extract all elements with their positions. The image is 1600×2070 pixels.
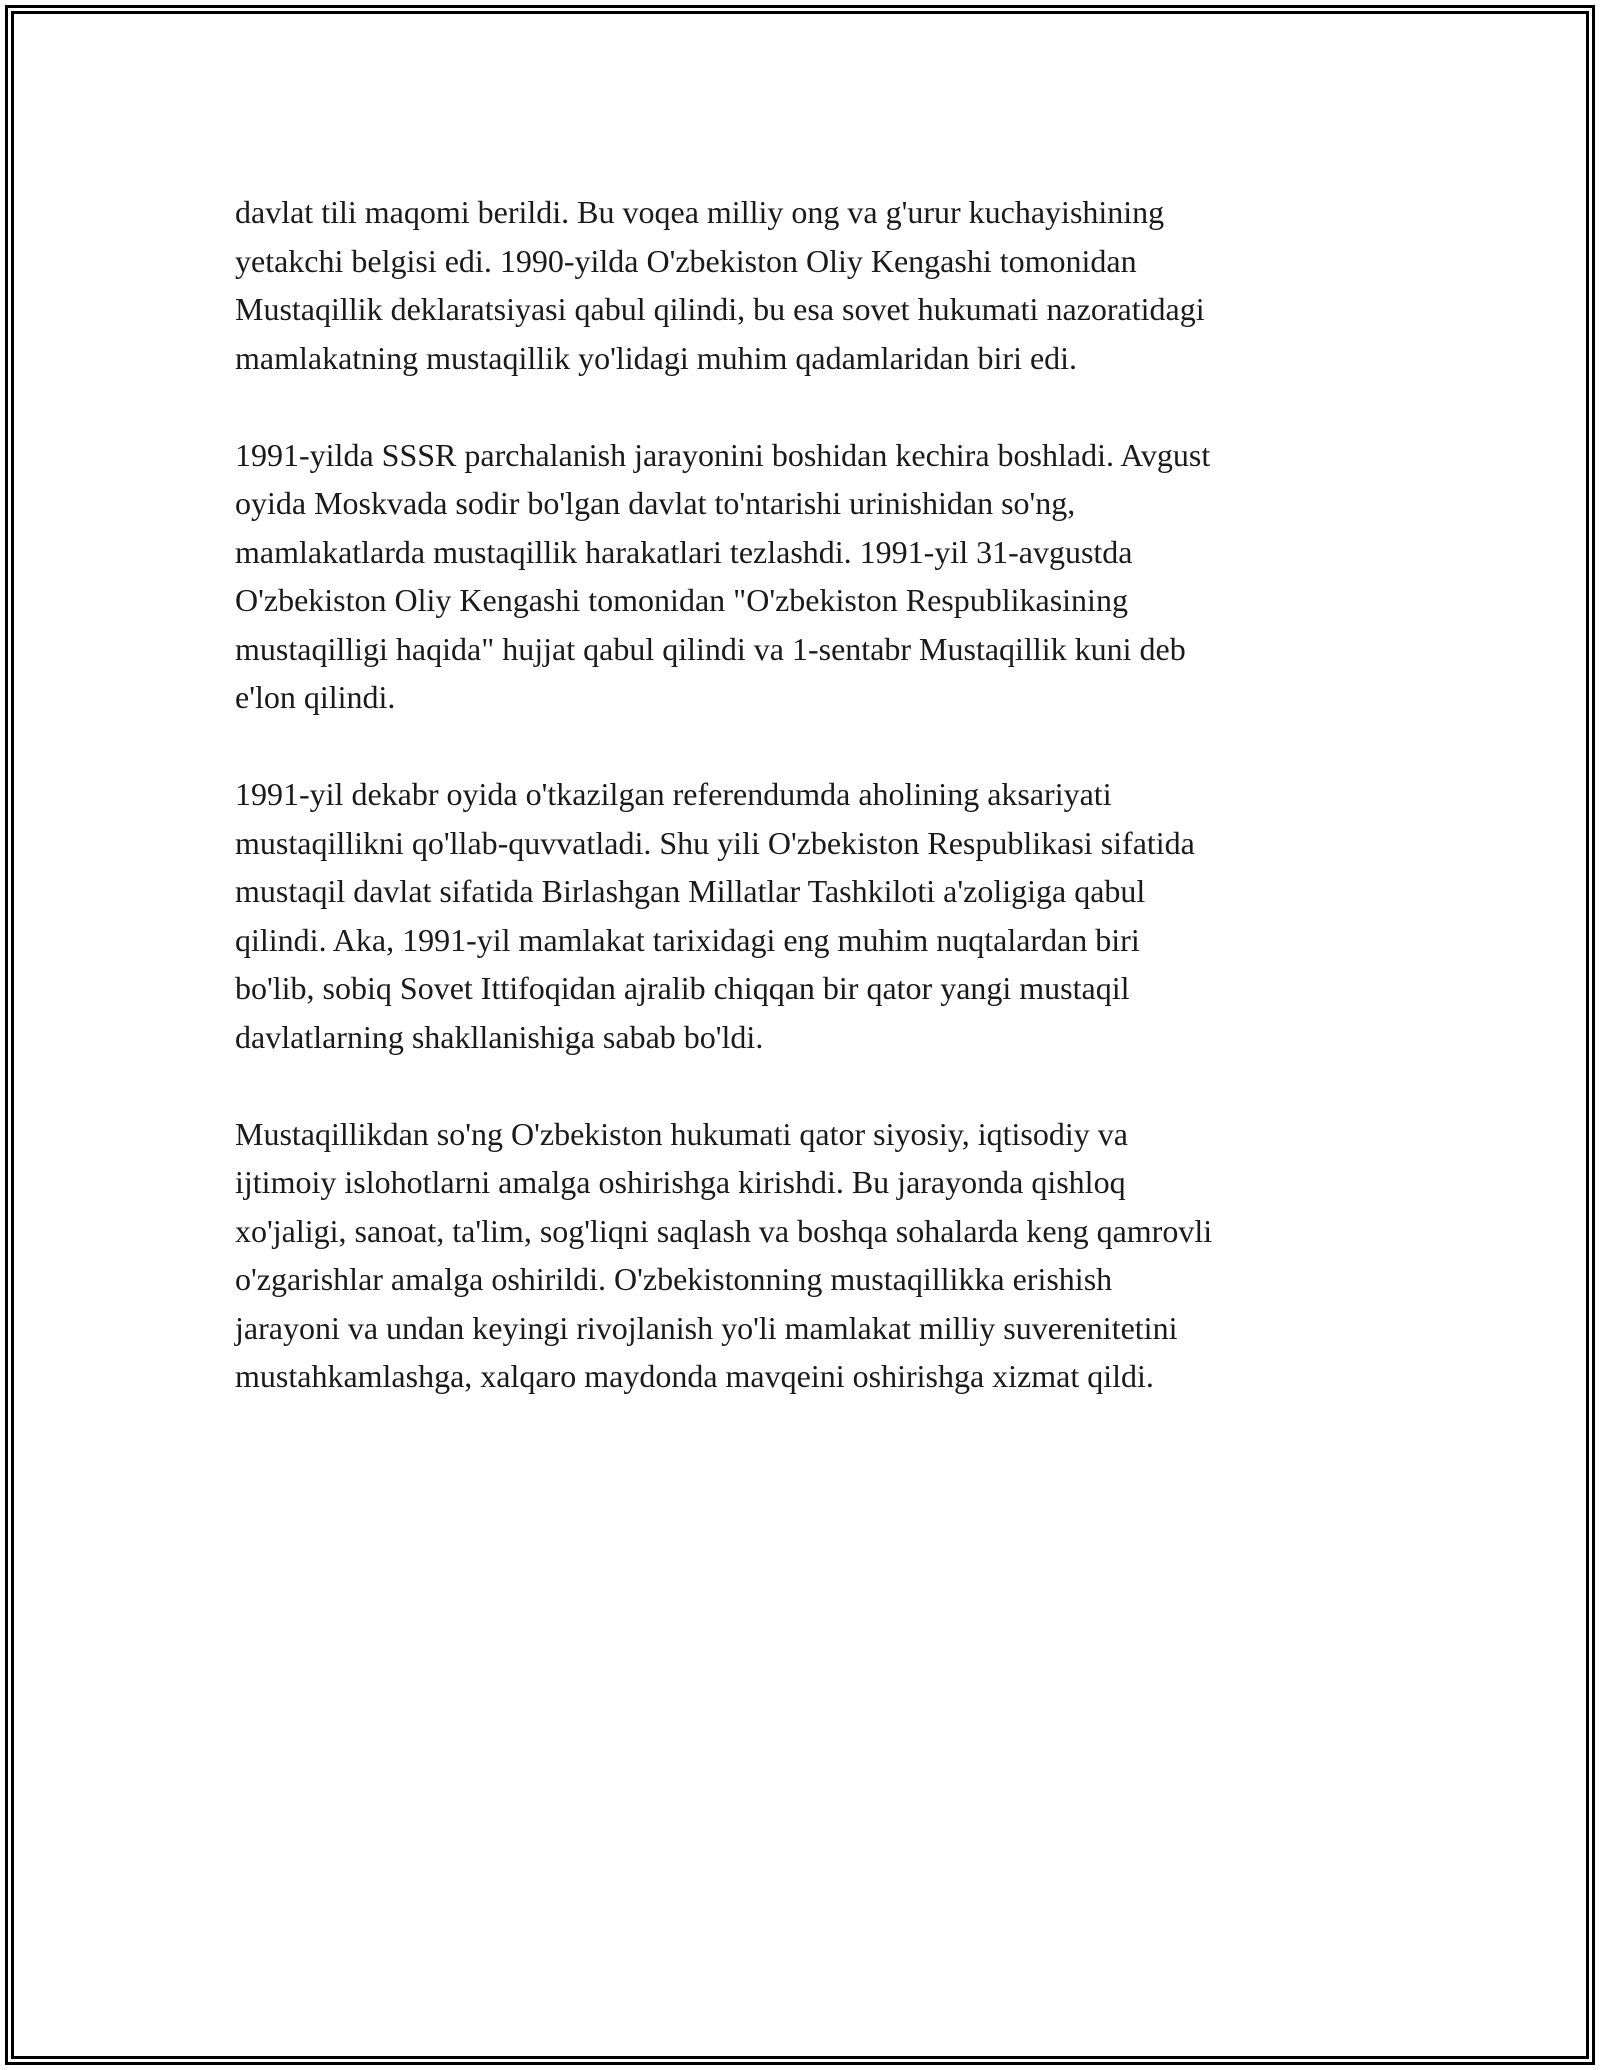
paragraph-3: 1991-yil dekabr oyida o'tkazilgan referendumda aholining aksariyati mustaqillikni qo'llab-quvvatladi. Shu yili O'zbekiston Respublikasi sifatida mustaqil davlat sifatida Birlashgan Millatlar Tashkiloti a'zoligiga qabul qilindi. Aka, 1991-yil mamlakat tarixidagi eng muhim nuqtalardan biri bo'lib, sobiq Sovet Ittifoqidan ajralib chiqqan bir qator yangi mustaqil davlatlarning shakllanishiga sabab bo'ldi. — [235, 776, 1195, 1055]
paragraph-4: Mustaqillikdan so'ng O'zbekiston hukumati qator siyosiy, iqtisodiy va ijtimoiy islohotlarni amalga oshirishga kirishdi. Bu jarayonda qishloq xo'jaligi, sanoat, ta'lim, sog'liqni saqlash va boshqa sohalarda keng qamrovli o'zgarishlar amalga oshirildi. O'zbekistonning mustaqillikka erishish jarayoni va undan keyingi rivojlanish yo'li mamlakat milliy suverenitetini mustahkamlashga, xalqaro maydonda mavqeini oshirishga xizmat qildi. — [235, 1115, 1213, 1394]
paragraph-1: davlat tili maqomi berildi. Bu voqea milliy ong va g'urur kuchayishining yetakchi belgisi edi. 1990-yilda O'zbekiston Oliy Kengashi tomonidan Mustaqillik deklaratsiyasi qabul qilindi, bu esa sovet hukumati nazoratidagi mamlakatning mustaqillik yo'lidagi muhim qadamlaridan biri edi. — [235, 194, 1205, 376]
document-body — [235, 188, 1365, 1449]
paragraph-2: 1991-yilda SSSR parchalanish jarayonini boshidan kechira boshladi. Avgust oyida Moskvada sodir bo'lgan davlat to'ntarishi urinishidan so'ng, mamlakatlarda mustaqillik harakatlari tezlashdi. 1991-yil 31-avgustda O'zbekiston Oliy Kengashi tomonidan "O'zbekiston Respublikasining mustaqilligi haqida" hujjat qabul qilindi va 1-sentabr Mustaqillik kuni deb e'lon qilindi. — [235, 436, 1211, 715]
